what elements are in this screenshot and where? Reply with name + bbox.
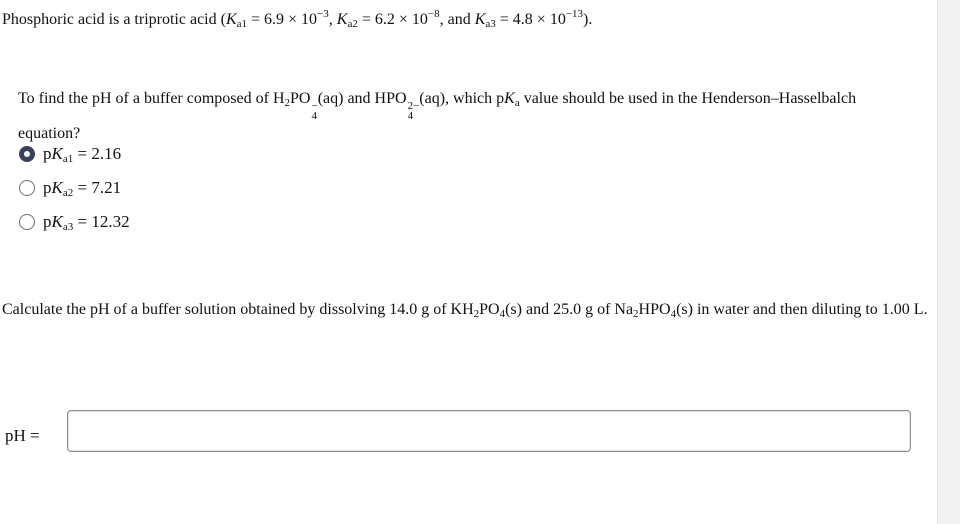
intro-part: = 6.9 × 10 [247,11,318,28]
superscript: − [311,100,318,112]
option-label: $pK_{a3} = 12.32$ [43,211,130,233]
subscript: a3 [485,18,496,30]
intro-text [2,4,592,34]
superscript: −3 [317,8,329,20]
superscript: −8 [427,8,440,20]
question-1-text [18,86,878,147]
intro-part: Phosphoric acid is a triprotic acid ( [2,11,226,28]
option-label: $pK_{a1} = 2.16$ [43,143,122,165]
subscript: 2 [473,308,480,320]
question-part: PO [290,90,311,107]
question-part: To find the pH of a buffer composed of H [18,90,285,107]
question-2-text [2,297,932,327]
superscript: −13 [565,8,584,20]
intro-part: , and [439,11,475,28]
subscript: a [514,97,520,109]
question-part: HPO [638,301,671,318]
subscript: 4 [311,110,317,122]
subscript: 4 [670,308,677,320]
pka-options [19,137,130,239]
intro-part: , [328,11,337,28]
question-part: PO [479,301,500,318]
option-pka2[interactable] [19,171,130,205]
subscript: 2 [633,308,639,320]
question-part: (aq) and HPO [317,90,407,107]
option-pka1[interactable] [19,137,130,171]
subscript: 4 [499,308,506,320]
page-scrollbar[interactable] [937,0,960,524]
question-part: (s) in water and then diluting to 1.00 L. [676,301,928,318]
option-pka3[interactable] [19,205,130,239]
intro-part: ). [583,11,593,28]
subscript: a2 [347,18,358,30]
intro-part: = 4.8 × 10 [495,11,566,28]
question-part: value should be used in the Henderson–Hasselbalch equation? [18,90,857,142]
subscript: a1 [236,18,247,30]
subscript: 4 [407,110,414,122]
k-symbol: K [336,11,348,28]
k-symbol: K [474,11,486,28]
question-part: (aq), which p [419,90,505,107]
radio-button[interactable] [19,214,35,230]
intro-part: = 6.2 × 10 [357,11,428,28]
subscript: 2 [284,97,291,109]
question-part: (s) and 25.0 g of Na [505,301,634,318]
k-symbol: K [225,11,237,28]
charge-subscript [408,101,420,121]
k-symbol: K [504,90,515,107]
option-label: $pK_{a2} = 7.21$ [43,177,122,199]
superscript: 2− [407,100,420,112]
question-part: Calculate the pH of a buffer solution obtained by dissolving 14.0 g of KH [2,301,474,318]
ph-label: pH = [5,426,40,445]
radio-button[interactable] [19,180,35,196]
radio-button-selected[interactable] [19,146,35,162]
ph-input[interactable] [67,410,911,452]
